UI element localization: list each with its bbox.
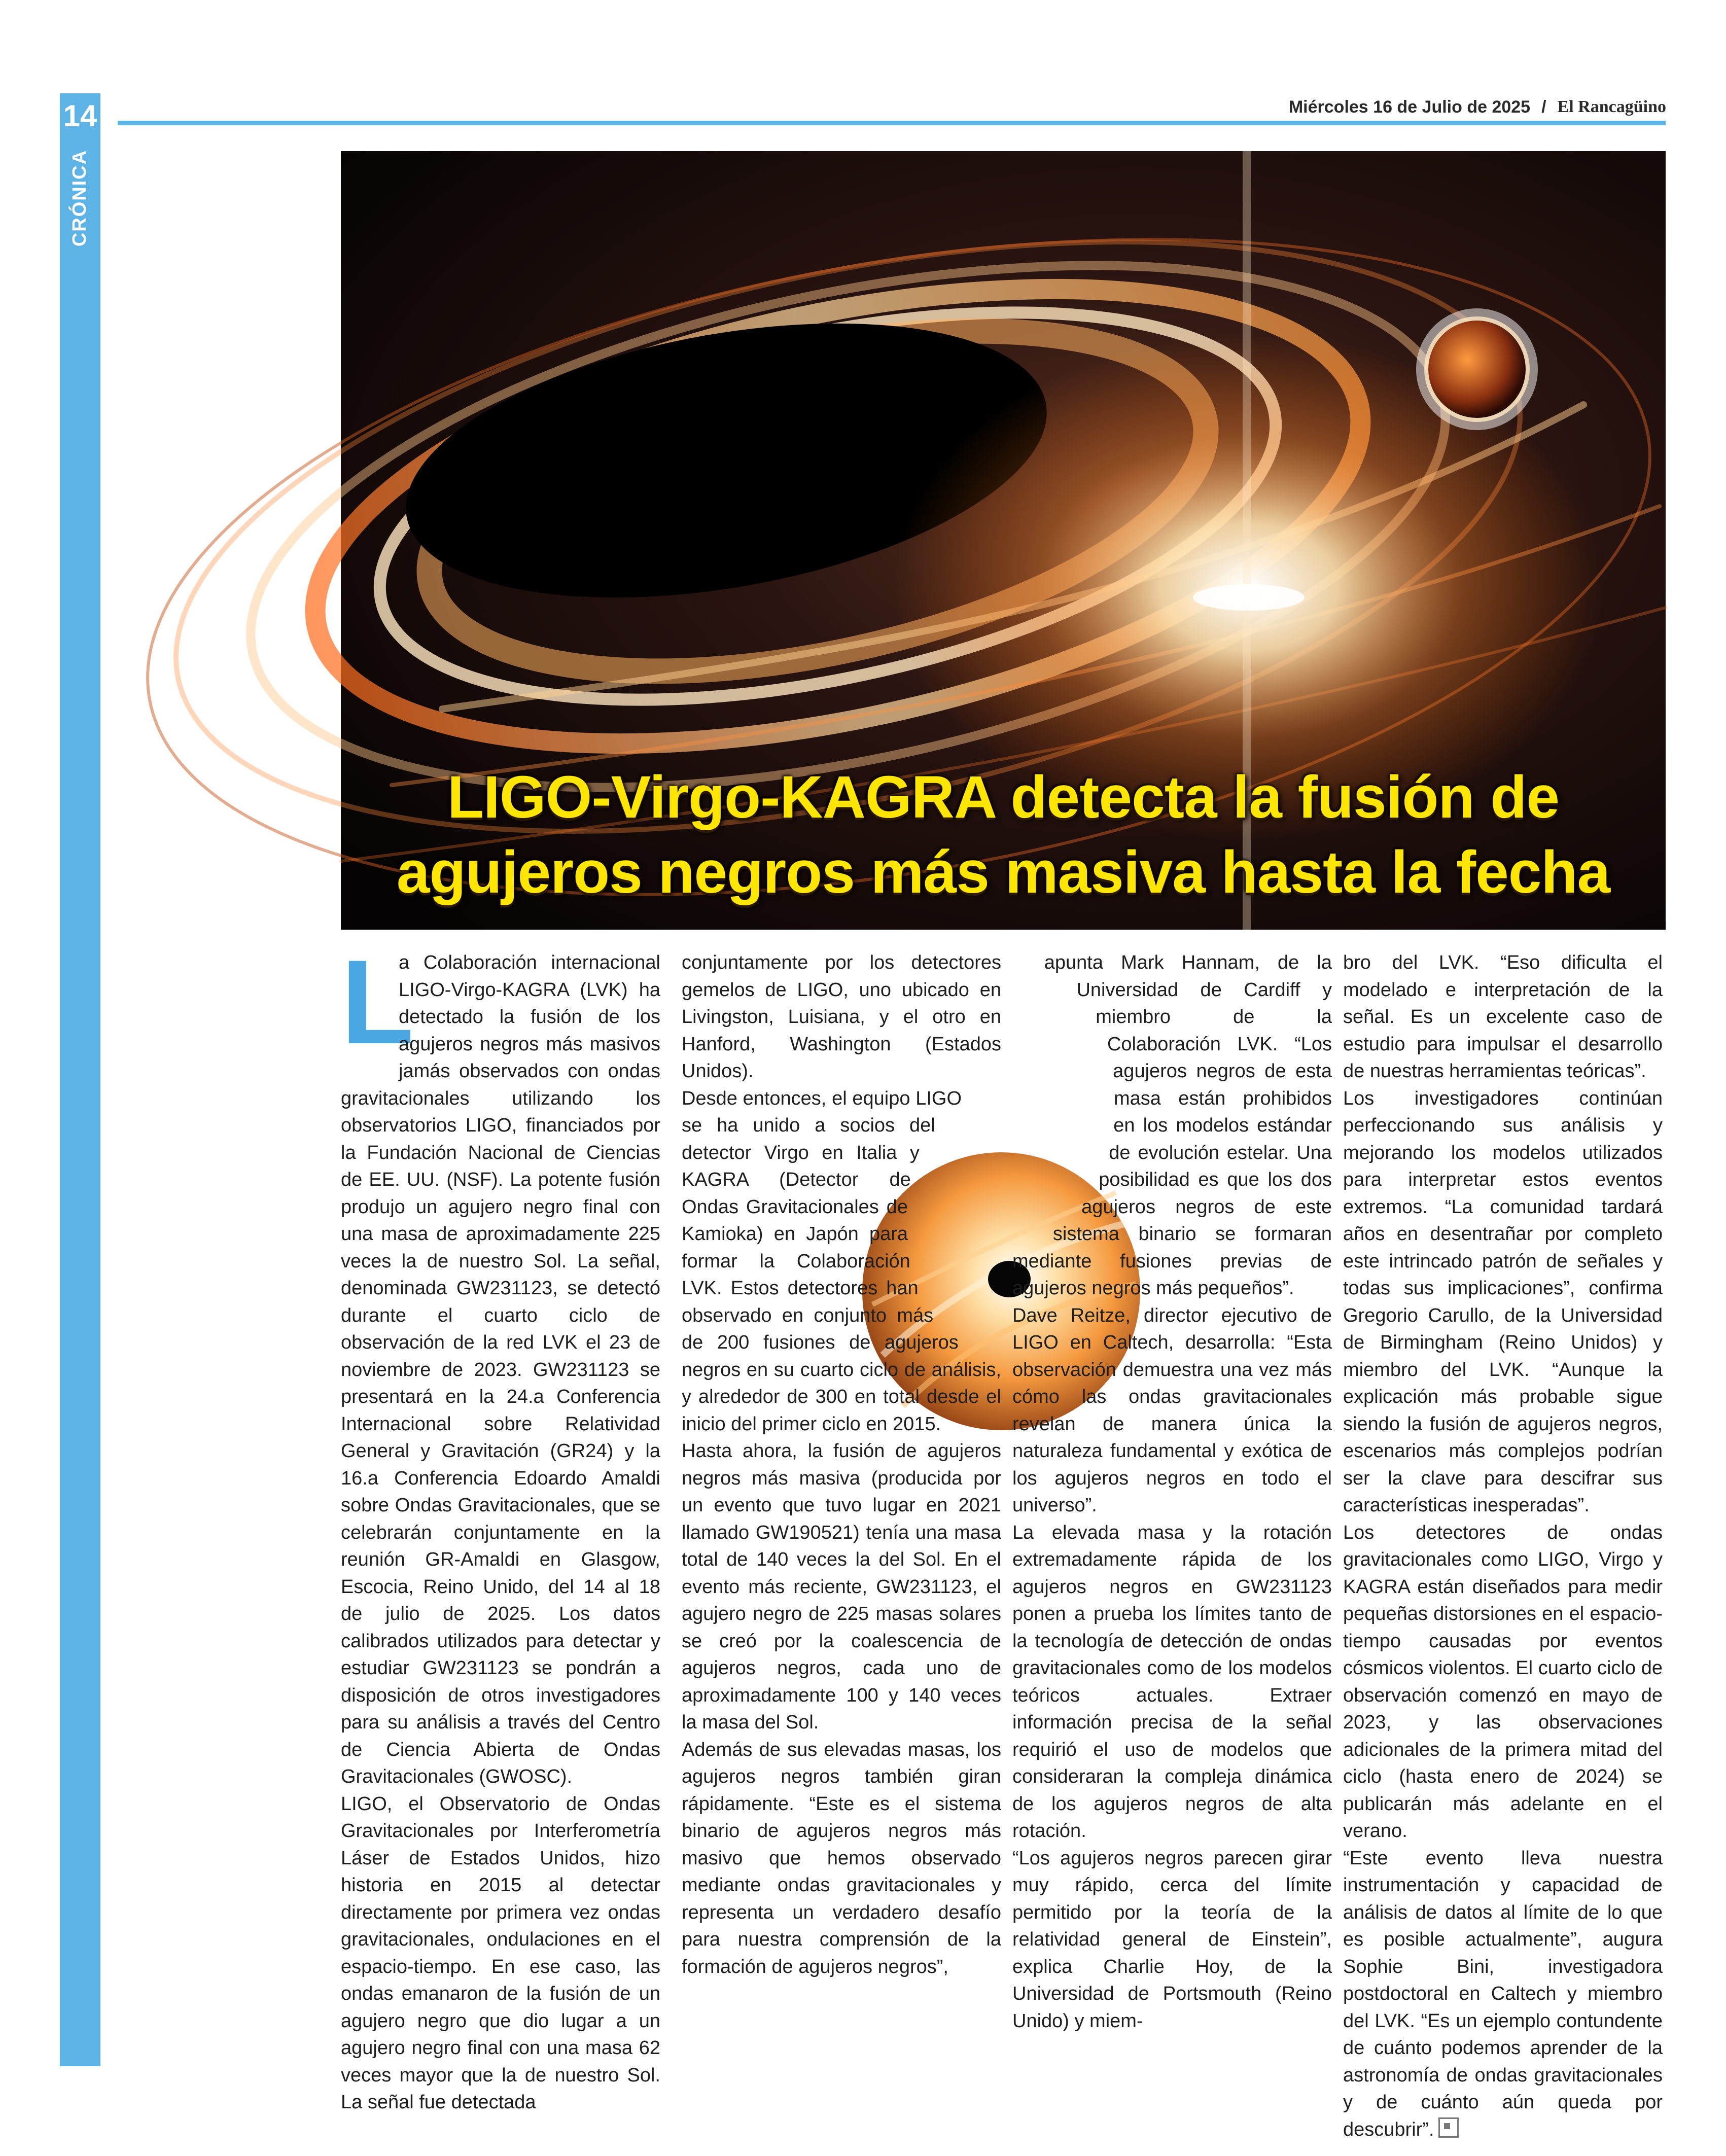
newspaper-name: El Rancagüino — [1557, 97, 1666, 116]
page-number: 14 — [60, 93, 100, 138]
article-column-3 — [1012, 949, 1332, 2065]
header-rule — [118, 121, 1666, 125]
issue-date: Miércoles 16 de Julio de 2025 — [1288, 97, 1531, 117]
paragraph: bro del LVK. “Eso dificulta el modelado e interpretación de la señal. Es un excelente caso de estudio para impulsar el desarrollo de nuestras herramientas teóricas”. — [1343, 952, 1663, 1082]
page-header — [1289, 94, 1666, 120]
headline-line-1: LIGO-Virgo-KAGRA detecta la fusión de — [447, 764, 1560, 831]
paragraph — [1343, 1845, 1663, 2144]
paragraph: Dave Reitze, director ejecutivo de LIGO en Caltech, desarrolla: “Esta observación demuestra una vez más cómo las ondas gravitacionales revelan de manera única la naturaleza fundamental y exótica de los agujeros negros en todo el universo”. — [1012, 1304, 1332, 1516]
article-column-1 — [341, 935, 660, 2113]
paragraph: LIGO, el Observatorio de Ondas Gravitacionales por Interferometría Láser de Estados Unidos, hizo historia en 2015 al detectar directamente por primera vez ondas gravitacionales, ondulaciones en el espacio-tiempo. En ese caso, las ondas emanaron de la fusión de un agujero negro que dio lugar a un agujero negro final con una masa 62 veces mayor que la de nuestro Sol. La señal fue detectada — [341, 1793, 660, 2113]
drop-cap: L — [341, 935, 414, 1069]
paragraph: conjuntamente por los detectores gemelos de LIGO, uno ubicado en Livingston, Luisiana, y el otro en Hanford, Washington (Estados Unidos). — [682, 952, 1001, 1082]
paragraph: a Colaboración internacional LIGO-Virgo-KAGRA (LVK) ha detectado la fusión de los agujeros negros más masivos jamás observados con ondas gravitacionales utilizando los observatorios LIGO, financiados por la Fundación Nacional de Ciencias de EE. UU. (NSF). La potente fusión produjo un agujero negro final con una masa de aproximadamente 225 veces la de nuestro Sol. La señal, denominada GW231123, se detectó durante el cuarto ciclo de observación de la red LVK el 23 de noviembre de 2023. GW231123 se presentará en la 24.a Conferencia Internacional sobre Relatividad General y Gravitación (GR24) y la 16.a Conferencia Edoardo Amaldi sobre Ondas Gravitacionales, que se celebrarán conjuntamente en la reunión GR-Amaldi en Glasgow, Escocia, Reino Unido, del 14 al 18 de julio de 2025. Los datos calibrados utilizados para detectar y estudiar GW231123 se pondrán a disposición de otros investigadores para su análisis a través del Centro de Ciencia Abierta de Ondas Gravitacionales (GWOSC). — [341, 952, 660, 1787]
paragraph: Además de sus elevadas masas, los agujeros negros también giran rápidamente. “Este es el sistema binario de agujeros negros más masivo que hemos observado mediante ondas gravitacionales y representa un verdadero desafío para nuestra comprensión de la formación de agujeros negros”, — [682, 1739, 1001, 1977]
section-bar — [60, 93, 100, 2066]
article-column-2 — [682, 949, 1001, 2065]
paragraph: Los detectores de ondas gravitacionales como LIGO, Virgo y KAGRA están diseñados para medir pequeñas distorsiones en el espacio-tiempo causadas por eventos cósmicos violentos. El cuarto ciclo de observación comenzó en mayo de 2023, y las observaciones adicionales de la primera mitad del ciclo (hasta enero de 2024) se publicarán más adelante en el verano. — [1343, 1522, 1663, 1842]
paragraph-text: “Este evento lleva nuestra instrumentación y capacidad de análisis de datos al límite de lo que es posible actualmente”, augura Sophie Bini, investigadora postdoctoral en Caltech y miembro del LVK. “Es un ejemplo contundente de cuánto podemos aprender de la astronomía de ondas gravitacionales y de cuánto aún queda por descubrir”. — [1343, 1847, 1663, 2140]
section-label — [60, 147, 100, 249]
paragraph: “Los agujeros negros parecen girar muy rápido, cerca del límite permitido por la teoría de la relatividad general de Einstein”, explica Charlie Hoy, de la Universidad de Portsmouth (Reino Unido) y miem- — [1012, 1847, 1332, 2032]
paragraph: apunta Mark Hannam, de la Universidad de Cardiff y miembro de la Colaboración LVK. “Los agujeros negros de esta masa están prohibidos en los modelos estándar de evolución estelar. Una posibilidad es que los dos agujeros negros de este sistema binario se formaran mediante fusiones previas de agujeros negros más pequeños”. — [1012, 952, 1332, 1299]
hero-image — [341, 151, 1666, 930]
paragraph: Los investigadores continúan perfeccionando sus análisis y mejorando los modelos utilizados para interpretar estos eventos extremos. “La comunidad tardará años en desentrañar por completo este intrincado patrón de señales y todas sus implicaciones”, confirma Gregorio Carullo, de la Universidad de Birmingham (Reino Unidos) y miembro del LVK. “Aunque la explicación más probable sigue siendo la fusión de agujeros negros, escenarios más complejos podrían ser la clave para descifrar sus características inesperadas”. — [1343, 1087, 1663, 1516]
header-separator: / — [1541, 97, 1546, 117]
section-name: CRÓNICA — [69, 149, 91, 246]
paragraph: La elevada masa y la rotación extremadamente rápida de los agujeros negros en GW231123 ponen a prueba los límites tanto de la tecnología de detección de ondas gravitacionales como de los modelos teóricos actuales. Extraer información precisa de la señal requirió el uso de modelos que consideraran la compleja dinámica de los agujeros negros de alta rotación. — [1012, 1522, 1332, 1842]
article-column-4 — [1343, 949, 1663, 2140]
headline-line-2: agujeros negros más masiva hasta la fecha — [396, 839, 1610, 906]
paragraph: Desde entonces, el equipo LIGO se ha unido a socios del detector Virgo en Italia y KAGRA (Detector de Ondas Gravitacionales de Kamioka) en Japón para formar la Colaboración LVK. Estos detectores han observado en conjunto más de 200 fusiones de agujeros negros en su cuarto ciclo de análisis, y alrededor de 300 en total desde el inicio del primer ciclo en 2015. — [682, 1087, 1001, 1435]
headline — [341, 760, 1666, 910]
end-of-article-icon — [1438, 2117, 1459, 2138]
paragraph: Hasta ahora, la fusión de agujeros negros más masiva (producida por un evento que tuvo lugar en 2021 llamado GW190521) tenía una masa total de 140 veces la del Sol. En el evento más reciente, GW231123, el agujero negro de 225 masas solares se creó por la coalescencia de agujeros negros, cada uno de aproximadamente 100 y 140 veces la masa del Sol. — [682, 1440, 1001, 1733]
